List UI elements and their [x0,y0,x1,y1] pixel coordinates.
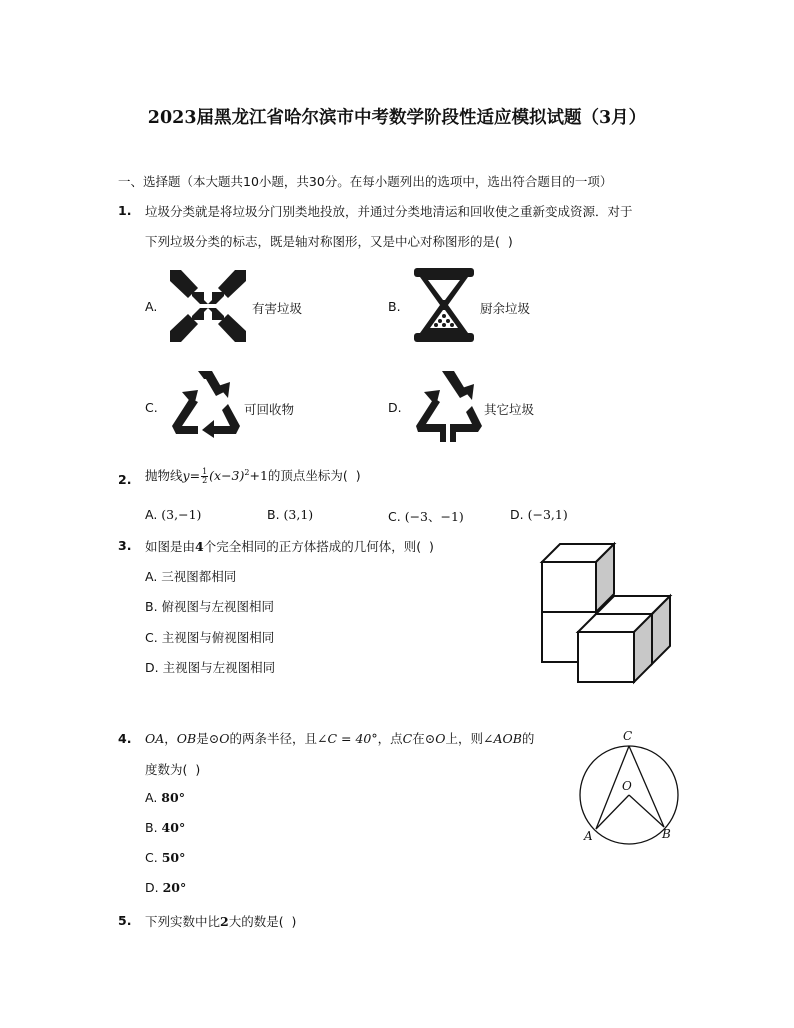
q1-option-a-letter: A. [145,299,158,314]
question-4-text-line1: OA，OB是⊙O的两条半径，且∠C = 40°，点C在⊙O上，则∠AOB的 [145,731,535,746]
q3-option-b: B. 俯视图与左视图相同 [145,599,275,614]
q2-fraction [201,468,208,485]
question-2-text [145,466,361,485]
cube-figure [536,540,674,690]
question-4-text-line2: 度数为( ) [145,762,201,777]
q1-option-d-letter: D. [388,400,402,415]
q2-expr: (x−3) [209,468,245,483]
question-1-text-line1: 垃圾分类就是将垃圾分门别类地投放，并通过分类地清运和回收使之重新变成资源．对于 [145,204,633,219]
q4-option-d: D. 20° [145,880,187,895]
question-3-text: 如图是由4个完全相同的正方体搭成的几何体，则( ) [145,539,434,554]
cube-top-front [542,562,596,612]
segment-ob [629,795,664,827]
label-b: B [662,827,671,841]
q1-option-a-label: 有害垃圾 [252,301,303,316]
q2-frac-num: 1 [202,467,208,476]
q2-option-d: D. (−3,1) [510,507,568,522]
q1-option-c-label: 可回收物 [244,402,295,417]
q1-option-d-label: 其它垃圾 [484,402,535,417]
q3-option-d: D. 主视图与左视图相同 [145,660,276,675]
q1-option-b-letter: B. [388,299,401,314]
kitchen-waste-icon [412,266,476,344]
hazardous-waste-icon [168,268,248,344]
label-o: O [622,779,632,793]
q3-option-a: A. 三视图都相同 [145,569,237,584]
q4-option-b: B. 40° [145,820,186,835]
q2-suffix: 的顶点坐标为( ) [267,468,361,483]
q2-var-y: y [182,468,190,483]
q4-option-a: A. 80° [145,790,185,805]
q2-option-a: A. (3,−1) [145,507,202,522]
cube-front-front [578,632,634,682]
segment-cb [629,746,664,827]
question-2-number: 2. [118,472,132,487]
q2-option-c: C. (−3、−1) [388,509,464,524]
q1-option-b-label: 厨余垃圾 [480,301,531,316]
question-3-number: 3. [118,538,132,553]
q2-exponent: 2 [244,467,250,477]
q3-option-c: C. 主视图与俯视图相同 [145,630,275,645]
recyclable-icon [168,368,242,440]
page-title: 2023届黑龙江省哈尔滨市中考数学阶段性适应模拟试题（3月） [147,108,647,128]
label-c: C [623,729,633,743]
q2-equals: = [189,468,201,483]
question-4-number: 4. [118,731,132,746]
question-1-number: 1. [118,203,132,218]
question-5-number: 5. [118,913,132,928]
q2-frac-den: 2 [202,476,208,485]
q4-option-c: C. 50° [145,850,186,865]
other-waste-icon [412,368,484,444]
section-heading: 一、选择题（本大题共10小题，共30分。在每小题列出的选项中，选出符合题目的一项） [118,174,613,189]
q1-option-c-letter: C. [145,400,158,415]
segment-oa [596,795,629,829]
circle-figure [570,724,680,848]
label-a: A [584,829,593,843]
question-5-text: 下列实数中比2大的数是( ) [145,914,297,929]
q2-option-b: B. (3,1) [267,507,314,522]
q2-prefix: 抛物线 [145,468,183,483]
q2-plus: +1 [249,468,268,483]
question-1-text-line2: 下列垃圾分类的标志，既是轴对称图形，又是中心对称图形的是( ) [145,234,513,249]
